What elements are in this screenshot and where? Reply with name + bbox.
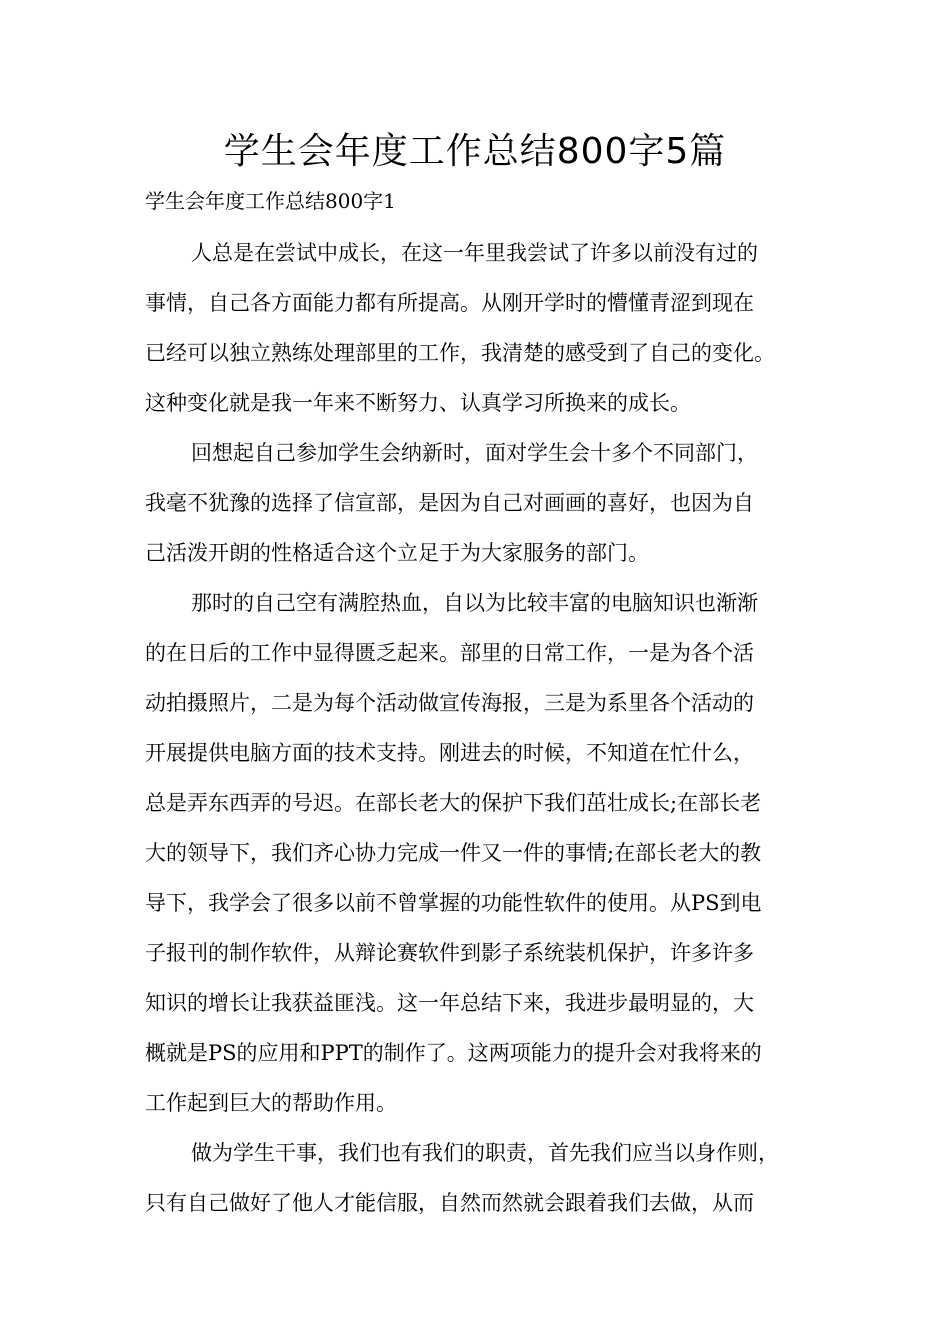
text-line: 总是弄东西弄的号迟。在部长老大的保护下我们茁壮成长;在部长老 <box>145 791 762 815</box>
text-line: 的在日后的工作中显得匮乏起来。部里的日常工作，一是为各个活 <box>145 641 754 665</box>
paragraph <box>145 428 825 578</box>
text-line: 我毫不犹豫的选择了信宣部，是因为自己对画画的喜好，也因为自 <box>145 491 754 515</box>
text-line: 动拍摄照片，二是为每个活动做宣传海报，三是为系里各个活动的 <box>145 691 754 715</box>
text-line: 人总是在尝试中成长，在这一年里我尝试了许多以前没有过的 <box>191 241 758 265</box>
text-line: 回想起自己参加学生会纳新时，面对学生会十多个不同部门， <box>191 441 758 465</box>
document-body <box>145 228 825 1228</box>
paragraph <box>145 578 825 1128</box>
text-line: 那时的自己空有满腔热血，自以为比较丰富的电脑知识也渐渐 <box>191 591 758 615</box>
text-line: 己活泼开朗的性格适合这个立足于为大家服务的部门。 <box>145 541 649 565</box>
text-line: 工作起到巨大的帮助作用。 <box>145 1091 397 1115</box>
paragraph <box>145 228 825 428</box>
text-line: 做为学生干事，我们也有我们的职责，首先我们应当以身作则， <box>191 1141 779 1165</box>
text-line: 子报刊的制作软件，从辩论赛软件到影子系统装机保护，许多许多 <box>145 941 754 965</box>
text-line: 已经可以独立熟练处理部里的工作，我清楚的感受到了自己的变化。 <box>145 341 775 365</box>
text-line: 开展提供电脑方面的技术支持。刚进去的时候，不知道在忙什么， <box>145 741 754 765</box>
text-line: 知识的增长让我获益匪浅。这一年总结下来，我进步最明显的，大 <box>145 991 754 1015</box>
document-title: 学生会年度工作总结800字5篇 <box>223 131 727 172</box>
section-heading: 学生会年度工作总结800字1 <box>145 189 396 213</box>
text-line: 这种变化就是我一年来不断努力、认真学习所换来的成长。 <box>145 391 691 415</box>
text-line: 导下，我学会了很多以前不曾掌握的功能性软件的使用。从PS到电 <box>145 891 762 915</box>
paragraph <box>145 1128 825 1228</box>
text-line: 概就是PS的应用和PPT的制作了。这两项能力的提升会对我将来的 <box>145 1041 762 1065</box>
text-line: 事情，自己各方面能力都有所提高。从刚开学时的懵懂青涩到现在 <box>145 291 754 315</box>
text-line: 大的领导下，我们齐心协力完成一件又一件的事情;在部长老大的教 <box>145 841 762 865</box>
text-line: 只有自己做好了他人才能信服，自然而然就会跟着我们去做，从而 <box>145 1191 754 1215</box>
